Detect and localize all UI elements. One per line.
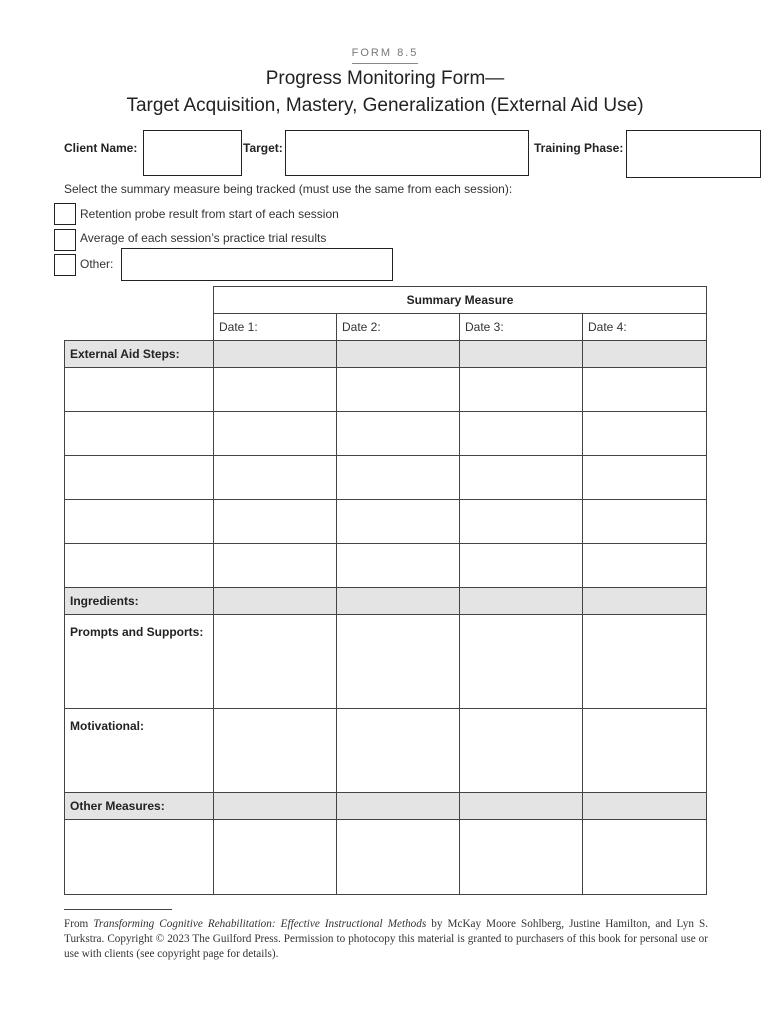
target-field[interactable] (285, 130, 529, 176)
section-row-other-measures (65, 793, 707, 820)
table-row-motivational (65, 709, 707, 793)
data-cell[interactable] (583, 456, 707, 500)
summary-header-row (65, 287, 707, 314)
measure-cell[interactable] (65, 820, 214, 895)
form-number: FORM 8.5 (351, 47, 419, 59)
data-cell[interactable] (460, 615, 583, 709)
shaded-cell (214, 341, 337, 368)
date-4-header[interactable]: Date 4: (583, 314, 707, 341)
data-cell[interactable] (214, 456, 337, 500)
data-cell[interactable] (214, 368, 337, 412)
ingredients-label: Ingredients: (65, 588, 214, 615)
shaded-cell (583, 793, 707, 820)
data-cell[interactable] (337, 500, 460, 544)
other-field[interactable] (121, 248, 393, 281)
copyright-footnote (64, 917, 708, 962)
data-cell[interactable] (583, 709, 707, 793)
average-practice-checkbox[interactable] (54, 229, 76, 251)
shaded-cell (337, 793, 460, 820)
corner-blank (65, 287, 214, 314)
form-title-line1: Progress Monitoring Form— (265, 68, 505, 89)
data-cell[interactable] (583, 368, 707, 412)
data-cell[interactable] (214, 412, 337, 456)
data-cell[interactable] (583, 820, 707, 895)
training-phase-field[interactable] (626, 130, 761, 178)
training-phase-label: Training Phase: (534, 141, 624, 155)
table-row (65, 500, 707, 544)
client-name-field[interactable] (143, 130, 242, 176)
data-cell[interactable] (337, 820, 460, 895)
data-cell[interactable] (460, 820, 583, 895)
external-aid-steps-label: External Aid Steps: (65, 341, 214, 368)
table-row (65, 456, 707, 500)
table-row-prompts-supports (65, 615, 707, 709)
step-cell[interactable] (65, 456, 214, 500)
other-measures-label: Other Measures: (65, 793, 214, 820)
data-cell[interactable] (337, 615, 460, 709)
step-cell[interactable] (65, 500, 214, 544)
table-row (65, 820, 707, 895)
step-cell[interactable] (65, 544, 214, 588)
shaded-cell (460, 588, 583, 615)
data-cell[interactable] (337, 456, 460, 500)
retention-probe-label: Retention probe result from start of each session (80, 207, 339, 221)
data-cell[interactable] (337, 412, 460, 456)
table-row (65, 412, 707, 456)
date-header-row (65, 314, 707, 341)
retention-probe-checkbox[interactable] (54, 203, 76, 225)
form-number-underline (352, 63, 418, 64)
data-cell[interactable] (583, 412, 707, 456)
data-cell[interactable] (214, 820, 337, 895)
client-name-label: Client Name: (64, 141, 138, 155)
date-3-header[interactable]: Date 3: (460, 314, 583, 341)
data-cell[interactable] (214, 500, 337, 544)
data-cell[interactable] (337, 544, 460, 588)
data-cell[interactable] (583, 544, 707, 588)
shaded-cell (214, 588, 337, 615)
target-label: Target: (243, 141, 283, 155)
data-cell[interactable] (214, 709, 337, 793)
data-cell[interactable] (460, 544, 583, 588)
data-cell[interactable] (214, 615, 337, 709)
data-cell[interactable] (460, 500, 583, 544)
shaded-cell (214, 793, 337, 820)
data-cell[interactable] (460, 368, 583, 412)
shaded-cell (337, 588, 460, 615)
table-row (65, 544, 707, 588)
average-practice-label: Average of each session’s practice trial results (80, 231, 327, 245)
shaded-cell (460, 341, 583, 368)
data-cell[interactable] (583, 615, 707, 709)
footnote-rule (64, 909, 172, 910)
date-2-header[interactable]: Date 2: (337, 314, 460, 341)
step-cell[interactable] (65, 368, 214, 412)
form-title-line2: Target Acquisition, Mastery, Generalization (External Aid Use) (126, 95, 644, 116)
prompts-supports-label: Prompts and Supports: (65, 615, 214, 709)
data-cell[interactable] (214, 544, 337, 588)
motivational-label: Motivational: (65, 709, 214, 793)
tracking-table (64, 286, 707, 895)
shaded-cell (583, 341, 707, 368)
summary-instruction: Select the summary measure being tracked (must use the same from each session): (64, 182, 513, 196)
step-cell[interactable] (65, 412, 214, 456)
other-label: Other: (80, 257, 114, 271)
table-row (65, 368, 707, 412)
data-cell[interactable] (460, 412, 583, 456)
data-cell[interactable] (337, 368, 460, 412)
section-row-external-aid-steps (65, 341, 707, 368)
book-title: Transforming Cognitive Rehabilitation: Effective Instructional Methods (93, 918, 427, 930)
other-checkbox[interactable] (54, 254, 76, 276)
footnote-rest: by McKay Moore Sohlberg, Justine Hamilton, and Lyn S. Turkstra. Copyright © 2023 The Guilford Press. Permission to photocopy this material is granted to purchasers of this book for personal use or use with clients (see copyright page for details). (64, 918, 709, 960)
shaded-cell (583, 588, 707, 615)
data-cell[interactable] (460, 709, 583, 793)
shaded-cell (460, 793, 583, 820)
footnote-prefix: From (64, 918, 94, 930)
data-cell[interactable] (337, 709, 460, 793)
shaded-cell (337, 341, 460, 368)
summary-measure-header: Summary Measure (214, 287, 707, 314)
corner-blank (65, 314, 214, 341)
section-row-ingredients (65, 588, 707, 615)
data-cell[interactable] (460, 456, 583, 500)
date-1-header[interactable]: Date 1: (214, 314, 337, 341)
data-cell[interactable] (583, 500, 707, 544)
